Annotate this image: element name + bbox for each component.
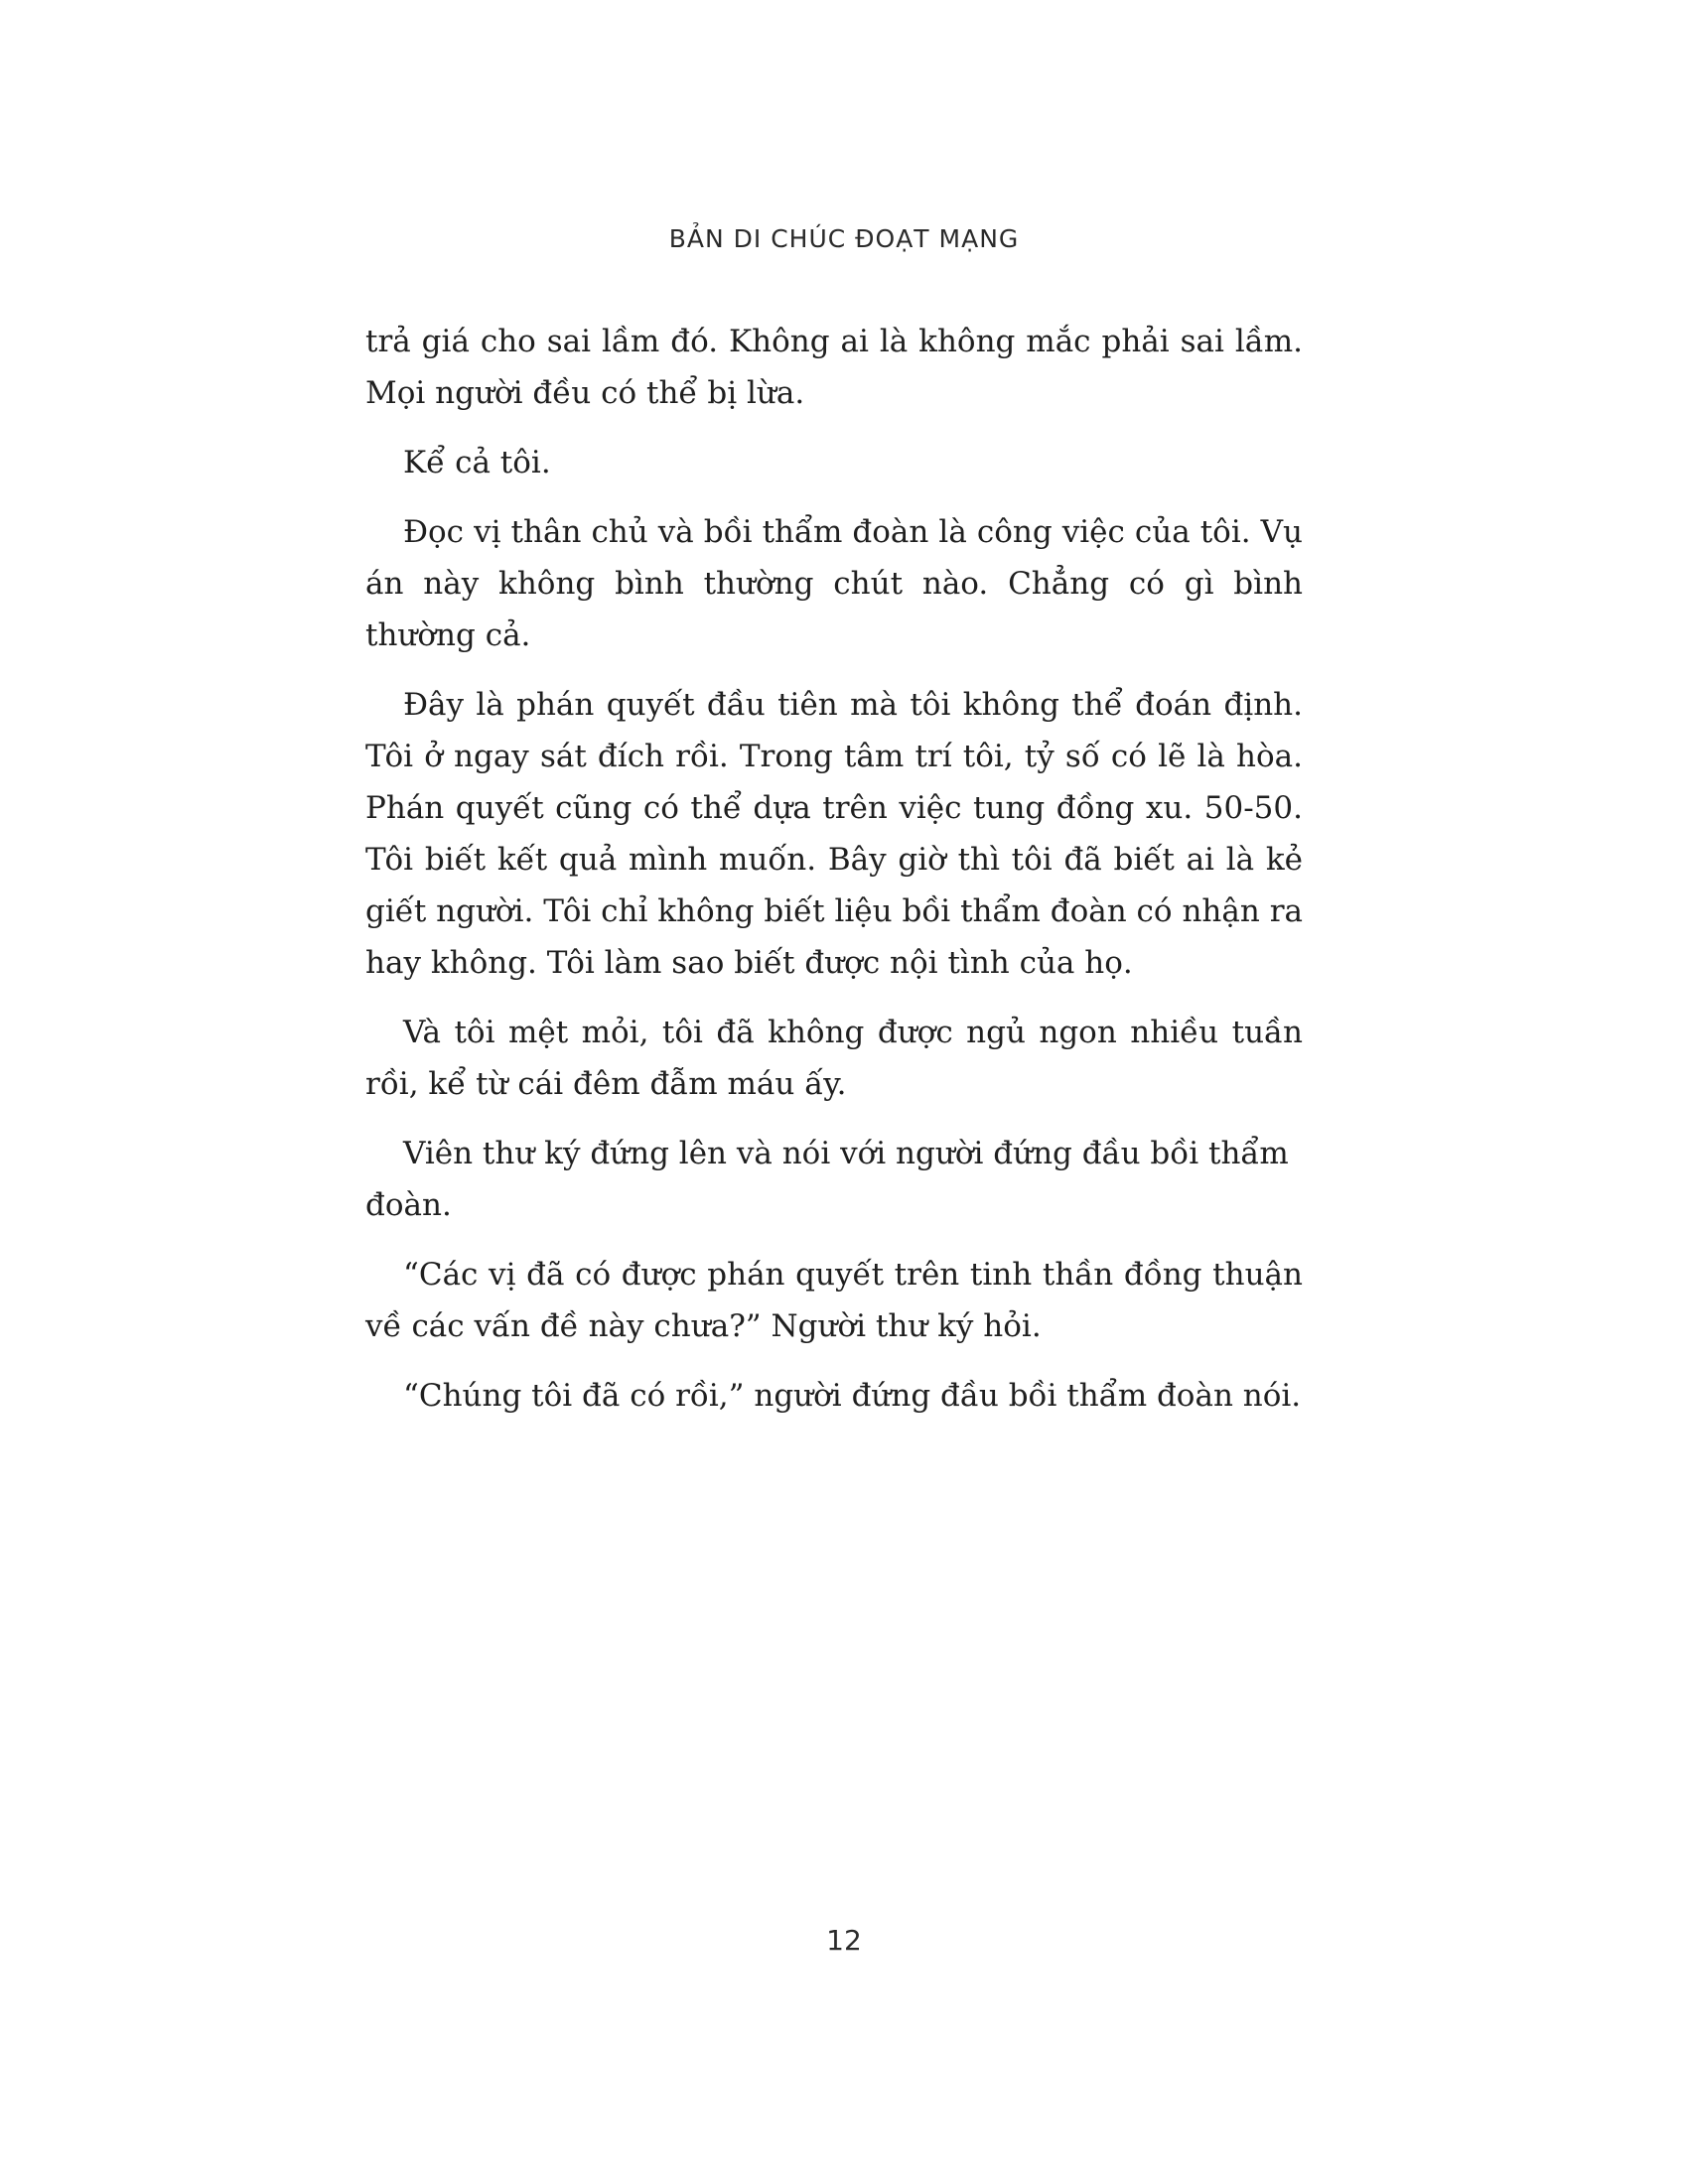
body-text	[365, 316, 1303, 1439]
running-header: BẢN DI CHÚC ĐOẠT MẠNG	[668, 224, 1020, 253]
paragraph-5: Và tôi mệt mỏi, tôi đã không được ngủ ngon nhiều tuần rồi, kể từ cái đêm đẫm máu ấy.	[365, 1015, 1303, 1102]
page-number: 12	[826, 1924, 862, 1957]
paragraph-8: “Chúng tôi đã có rồi,” người đứng đầu bồi thẩm đoàn nói.	[403, 1378, 1302, 1414]
paragraph-6: Viên thư ký đứng lên và nói với người đứng đầu bồi thẩm đoàn.	[365, 1136, 1289, 1223]
paragraph-1: trả giá cho sai lầm đó. Không ai là không mắc phải sai lầm. Mọi người đều có thể bị lừa.	[365, 324, 1303, 411]
paragraph-7: “Các vị đã có được phán quyết trên tinh thần đồng thuận về các vấn đề này chưa?” Người thư ký hỏi.	[365, 1257, 1303, 1344]
paragraph-2: Kể cả tôi.	[403, 445, 551, 480]
paragraph-3: Đọc vị thân chủ và bồi thẩm đoàn là công việc của tôi. Vụ án này không bình thường chút nào. Chẳng có gì bình thường cả.	[365, 514, 1303, 653]
paragraph-4: Đây là phán quyết đầu tiên mà tôi không thể đoán định. Tôi ở ngay sát đích rồi. Trong tâm trí tôi, tỷ số có lẽ là hòa. Phán quyết cũng có thể dựa trên việc tung đồng xu. 50-50. Tôi biết kết quả mình muốn. Bây giờ thì tôi đã biết ai là kẻ giết người. Tôi chỉ không biết liệu bồi thẩm đoàn có nhận ra hay không. Tôi làm sao biết được nội tình của họ.	[365, 687, 1303, 981]
